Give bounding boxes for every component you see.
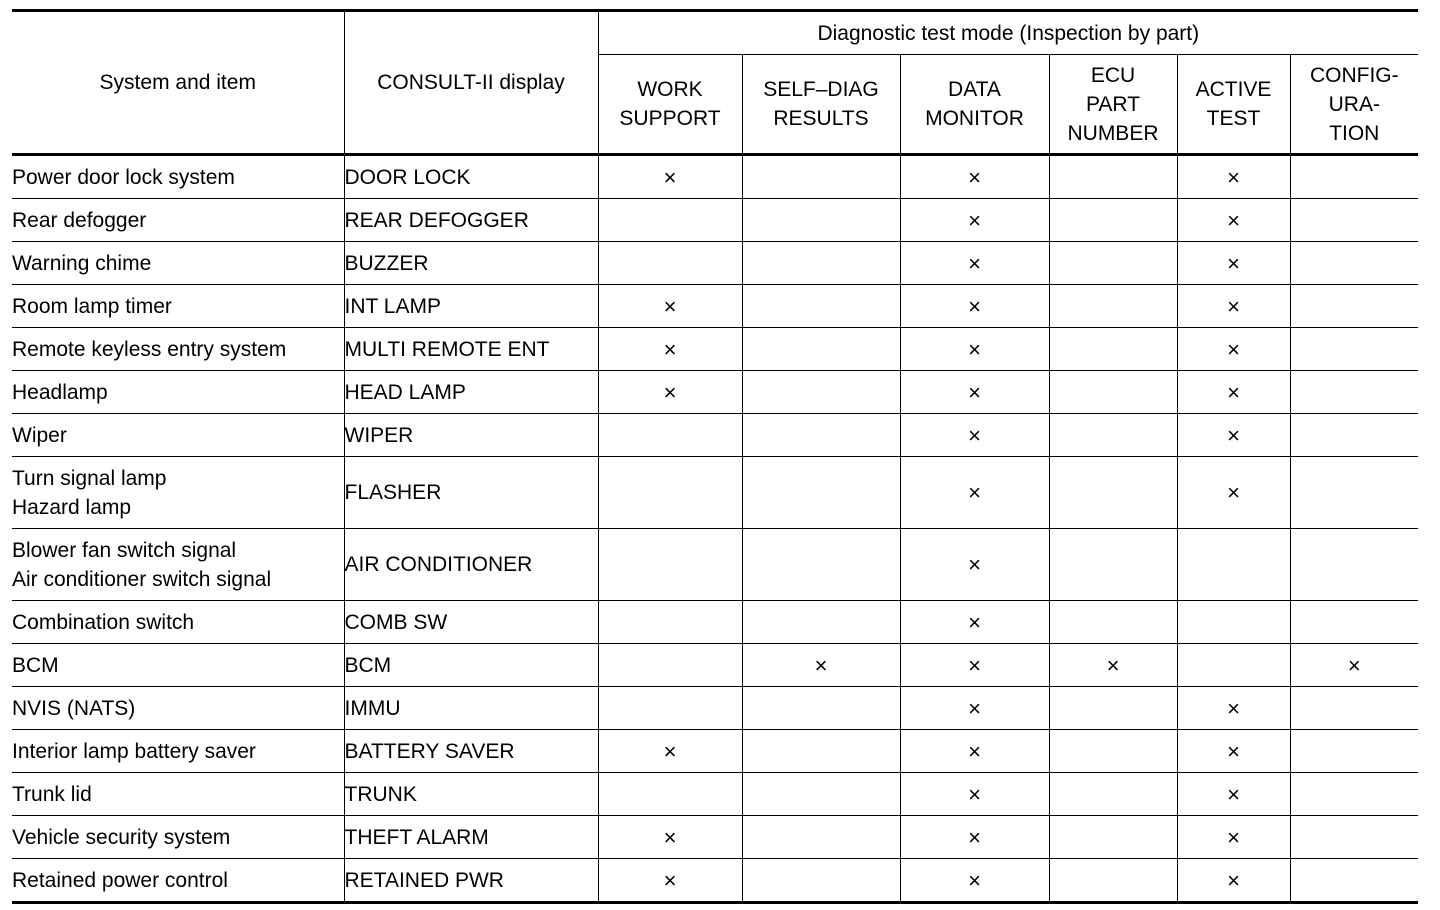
- header-line: SUPPORT: [619, 107, 721, 130]
- mark-cell-configuration: [1290, 687, 1418, 730]
- mark-cell-work-support: ×: [598, 730, 742, 773]
- mark-cell-configuration: [1290, 285, 1418, 328]
- header-line: SELF–DIAG: [763, 78, 879, 101]
- header-line: URA-: [1328, 92, 1380, 116]
- mark-cell-work-support: [598, 687, 742, 730]
- table-row: [12, 242, 1418, 285]
- header-line: PART: [1085, 92, 1141, 116]
- mark-cell-data-monitor: ×: [900, 529, 1049, 601]
- mark-cell-configuration: [1290, 816, 1418, 859]
- header-work-support: [598, 55, 742, 155]
- consult-display-cell: REAR DEFOGGER: [344, 199, 598, 242]
- mark-cell-active-test: [1177, 644, 1290, 687]
- system-item-cell: [12, 601, 344, 644]
- mark-cell-active-test: [1177, 601, 1290, 644]
- mark-cell-configuration: [1290, 529, 1418, 601]
- system-item-text: Warning chime: [12, 251, 152, 275]
- system-item-cell: [12, 285, 344, 328]
- header-ecu-part-number: [1049, 55, 1177, 155]
- mark-cell-work-support: [598, 601, 742, 644]
- mark-cell-self-diag-results: [742, 773, 900, 816]
- system-item-text: Turn signal lamp: [12, 466, 167, 490]
- mark-cell-self-diag-results: [742, 730, 900, 773]
- mark-cell-work-support: ×: [598, 328, 742, 371]
- table-row: [12, 155, 1418, 199]
- table-body: [12, 155, 1418, 903]
- consult-display-cell: MULTI REMOTE ENT: [344, 328, 598, 371]
- mark-cell-work-support: [598, 644, 742, 687]
- system-item-text: BCM: [12, 653, 59, 677]
- diagnostic-test-mode-table: [12, 9, 1418, 904]
- mark-cell-data-monitor: ×: [900, 457, 1049, 529]
- mark-cell-data-monitor: ×: [900, 644, 1049, 687]
- table-row: [12, 457, 1418, 529]
- mark-cell-configuration: [1290, 328, 1418, 371]
- consult-display-cell: FLASHER: [344, 457, 598, 529]
- mark-cell-work-support: ×: [598, 371, 742, 414]
- mark-cell-data-monitor: ×: [900, 155, 1049, 199]
- header-line: NUMBER: [1067, 121, 1159, 145]
- mark-cell-work-support: ×: [598, 816, 742, 859]
- mark-cell-ecu-part-number: [1049, 285, 1177, 328]
- mark-cell-active-test: ×: [1177, 155, 1290, 199]
- header-line: MONITOR: [925, 107, 1024, 130]
- system-item-cell: [12, 816, 344, 859]
- mark-cell-data-monitor: ×: [900, 859, 1049, 903]
- mark-cell-self-diag-results: [742, 601, 900, 644]
- header-diagnostic-test-mode: Diagnostic test mode (Inspection by part): [598, 11, 1418, 55]
- mark-cell-active-test: ×: [1177, 285, 1290, 328]
- mark-cell-self-diag-results: [742, 529, 900, 601]
- mark-cell-self-diag-results: [742, 457, 900, 529]
- mark-cell-work-support: [598, 242, 742, 285]
- system-item-cell: [12, 859, 344, 903]
- header-line: ACTIVE: [1195, 78, 1272, 101]
- mark-cell-active-test: ×: [1177, 687, 1290, 730]
- system-item-cell: [12, 242, 344, 285]
- header-data-monitor: [900, 55, 1049, 155]
- header-line: TEST: [1206, 107, 1261, 130]
- mark-cell-data-monitor: ×: [900, 414, 1049, 457]
- mark-cell-configuration: [1290, 371, 1418, 414]
- mark-cell-active-test: ×: [1177, 242, 1290, 285]
- consult-display-cell: IMMU: [344, 687, 598, 730]
- system-item-cell: [12, 328, 344, 371]
- system-item-text: Remote keyless entry system: [12, 337, 287, 361]
- mark-cell-configuration: [1290, 414, 1418, 457]
- mark-cell-configuration: [1290, 155, 1418, 199]
- system-item-text: Power door lock system: [12, 165, 235, 189]
- mark-cell-ecu-part-number: [1049, 457, 1177, 529]
- consult-display-cell: INT LAMP: [344, 285, 598, 328]
- consult-display-cell: BUZZER: [344, 242, 598, 285]
- table-row: [12, 859, 1418, 903]
- mark-cell-work-support: [598, 457, 742, 529]
- mark-cell-configuration: [1290, 773, 1418, 816]
- mark-cell-ecu-part-number: [1049, 199, 1177, 242]
- mark-cell-self-diag-results: [742, 328, 900, 371]
- mark-cell-self-diag-results: [742, 285, 900, 328]
- mark-cell-data-monitor: ×: [900, 328, 1049, 371]
- header-line: WORK: [637, 78, 703, 101]
- table-row: [12, 285, 1418, 328]
- mark-cell-ecu-part-number: [1049, 816, 1177, 859]
- table-row: [12, 601, 1418, 644]
- system-item-text: Room lamp timer: [12, 294, 172, 318]
- mark-cell-ecu-part-number: [1049, 155, 1177, 199]
- header-line: TION: [1329, 121, 1380, 145]
- mark-cell-active-test: ×: [1177, 371, 1290, 414]
- header-system-item: System and item: [12, 11, 344, 155]
- mark-cell-configuration: [1290, 859, 1418, 903]
- mark-cell-ecu-part-number: [1049, 730, 1177, 773]
- header-self-diag-results: [742, 55, 900, 155]
- mark-cell-ecu-part-number: [1049, 529, 1177, 601]
- mark-cell-work-support: [598, 199, 742, 242]
- mark-cell-self-diag-results: [742, 687, 900, 730]
- mark-cell-work-support: ×: [598, 859, 742, 903]
- header-configuration: [1290, 55, 1418, 155]
- header-line: DATA: [948, 78, 1001, 101]
- mark-cell-ecu-part-number: [1049, 371, 1177, 414]
- mark-cell-data-monitor: ×: [900, 242, 1049, 285]
- table-row: [12, 730, 1418, 773]
- mark-cell-configuration: [1290, 730, 1418, 773]
- consult-display-cell: BCM: [344, 644, 598, 687]
- mark-cell-configuration: ×: [1290, 644, 1418, 687]
- system-item-cell: [12, 773, 344, 816]
- mark-cell-active-test: [1177, 529, 1290, 601]
- system-item-cell: [12, 199, 344, 242]
- system-item-text: Blower fan switch signal: [12, 538, 237, 562]
- mark-cell-ecu-part-number: [1049, 687, 1177, 730]
- system-item-text: NVIS (NATS): [12, 696, 136, 720]
- mark-cell-ecu-part-number: [1049, 859, 1177, 903]
- mark-cell-ecu-part-number: [1049, 242, 1177, 285]
- mark-cell-data-monitor: ×: [900, 816, 1049, 859]
- consult-display-cell: BATTERY SAVER: [344, 730, 598, 773]
- system-item-text: Retained power control: [12, 868, 228, 892]
- mark-cell-configuration: [1290, 601, 1418, 644]
- system-item-cell: [12, 155, 344, 199]
- mark-cell-self-diag-results: [742, 242, 900, 285]
- mark-cell-data-monitor: ×: [900, 773, 1049, 816]
- mark-cell-self-diag-results: ×: [742, 644, 900, 687]
- mark-cell-ecu-part-number: [1049, 601, 1177, 644]
- mark-cell-self-diag-results: [742, 414, 900, 457]
- mark-cell-data-monitor: ×: [900, 199, 1049, 242]
- mark-cell-ecu-part-number: [1049, 414, 1177, 457]
- system-item-text: Air conditioner switch signal: [12, 567, 272, 591]
- mark-cell-self-diag-results: [742, 155, 900, 199]
- mark-cell-active-test: ×: [1177, 773, 1290, 816]
- table-row: [12, 414, 1418, 457]
- consult-display-cell: HEAD LAMP: [344, 371, 598, 414]
- system-item-text: Trunk lid: [12, 782, 92, 806]
- mark-cell-self-diag-results: [742, 199, 900, 242]
- mark-cell-work-support: [598, 773, 742, 816]
- system-item-text: Rear defogger: [12, 208, 147, 232]
- table-row: [12, 773, 1418, 816]
- mark-cell-active-test: ×: [1177, 457, 1290, 529]
- system-item-cell: [12, 371, 344, 414]
- consult-display-cell: THEFT ALARM: [344, 816, 598, 859]
- mark-cell-ecu-part-number: ×: [1049, 644, 1177, 687]
- consult-display-cell: DOOR LOCK: [344, 155, 598, 199]
- header-line: ECU: [1090, 63, 1136, 87]
- mark-cell-active-test: ×: [1177, 730, 1290, 773]
- system-item-cell: [12, 529, 344, 601]
- system-item-cell: [12, 730, 344, 773]
- mark-cell-active-test: ×: [1177, 199, 1290, 242]
- table-row: [12, 199, 1418, 242]
- mark-cell-work-support: [598, 414, 742, 457]
- mark-cell-data-monitor: ×: [900, 687, 1049, 730]
- mark-cell-active-test: ×: [1177, 328, 1290, 371]
- header-active-test: [1177, 55, 1290, 155]
- table-row: [12, 371, 1418, 414]
- system-item-text: Headlamp: [12, 380, 108, 404]
- system-item-cell: [12, 414, 344, 457]
- header-line: RESULTS: [773, 107, 869, 130]
- mark-cell-self-diag-results: [742, 371, 900, 414]
- system-item-text: Interior lamp battery saver: [12, 739, 256, 763]
- consult-display-cell: TRUNK: [344, 773, 598, 816]
- mark-cell-ecu-part-number: [1049, 773, 1177, 816]
- mark-cell-active-test: ×: [1177, 816, 1290, 859]
- mark-cell-data-monitor: ×: [900, 601, 1049, 644]
- mark-cell-configuration: [1290, 242, 1418, 285]
- table-row: [12, 644, 1418, 687]
- mark-cell-ecu-part-number: [1049, 328, 1177, 371]
- system-item-cell: [12, 644, 344, 687]
- mark-cell-configuration: [1290, 199, 1418, 242]
- table-row: [12, 816, 1418, 859]
- mark-cell-configuration: [1290, 457, 1418, 529]
- mark-cell-data-monitor: ×: [900, 730, 1049, 773]
- system-item-text: Vehicle security system: [12, 825, 231, 849]
- consult-display-cell: RETAINED PWR: [344, 859, 598, 903]
- system-item-text: Wiper: [12, 423, 67, 447]
- mark-cell-self-diag-results: [742, 859, 900, 903]
- system-item-cell: [12, 457, 344, 529]
- table-row: [12, 529, 1418, 601]
- header-line: CONFIG-: [1309, 63, 1399, 87]
- consult-display-cell: AIR CONDITIONER: [344, 529, 598, 601]
- system-item-text: Combination switch: [12, 610, 195, 634]
- consult-display-cell: WIPER: [344, 414, 598, 457]
- mark-cell-work-support: ×: [598, 285, 742, 328]
- system-item-cell: [12, 687, 344, 730]
- system-item-text: Hazard lamp: [12, 495, 132, 519]
- table-header: [12, 11, 1418, 155]
- mark-cell-data-monitor: ×: [900, 285, 1049, 328]
- table-row: [12, 328, 1418, 371]
- header-consult-display: CONSULT-II display: [344, 11, 598, 155]
- mark-cell-work-support: ×: [598, 155, 742, 199]
- mark-cell-active-test: ×: [1177, 414, 1290, 457]
- table-row: [12, 687, 1418, 730]
- mark-cell-work-support: [598, 529, 742, 601]
- mark-cell-data-monitor: ×: [900, 371, 1049, 414]
- consult-display-cell: COMB SW: [344, 601, 598, 644]
- mark-cell-active-test: ×: [1177, 859, 1290, 903]
- mark-cell-self-diag-results: [742, 816, 900, 859]
